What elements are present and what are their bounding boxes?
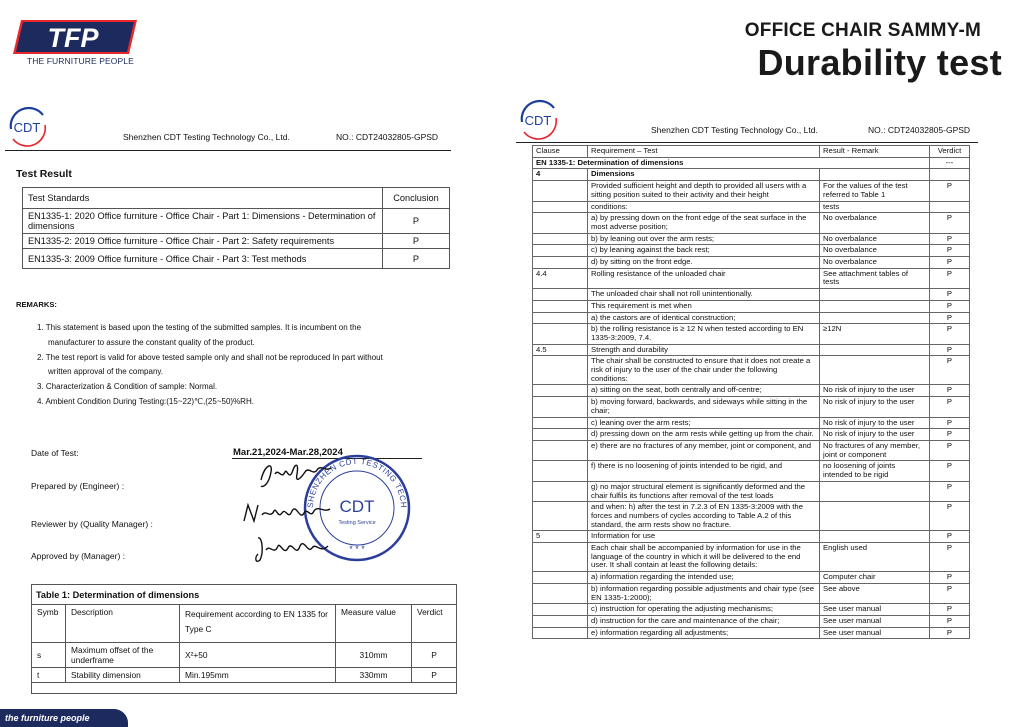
conclusion-cell: P [383, 249, 450, 269]
requirement-cell: a) by pressing down on the front edge of the seat surface in the most adverse position; [588, 213, 820, 233]
requirement-cell: c) instruction for operating the adjusting mechanisms; [588, 604, 820, 616]
company-name-left: Shenzhen CDT Testing Technology Co., Ltd. [123, 132, 290, 142]
requirement-cell: d) by sitting on the front edge. [588, 257, 820, 269]
clause-cell [533, 385, 588, 397]
result-header: Result - Remark [820, 146, 930, 158]
header-rule-right [516, 142, 978, 143]
date-value: Mar.21,2024-Mar.28,2024 [233, 447, 343, 458]
requirement-cell: The chair shall be constructed to ensure that it does not create a risk of injury to the user of the chair under the following conditions: [588, 356, 820, 385]
table-row [533, 324, 970, 344]
result-cell [820, 344, 930, 356]
result-cell [820, 312, 930, 324]
table-row [533, 169, 970, 181]
table-row [533, 502, 970, 531]
table-row [533, 627, 970, 639]
result-cell: Computer chair [820, 572, 930, 584]
section-cell: EN 1335-1: Determination of dimensions [533, 157, 930, 169]
table-row [533, 181, 970, 201]
verdict-cell: P [930, 356, 970, 385]
verdict-cell: P [930, 385, 970, 397]
requirement-cell: conditions: [588, 201, 820, 213]
result-cell: No risk of injury to the user [820, 429, 930, 441]
clause-cell: 4.5 [533, 344, 588, 356]
clause-cell [533, 181, 588, 201]
result-cell: See user manual [820, 604, 930, 616]
requirement-cell: e) there are no fractures of any member, joint or component, and [588, 440, 820, 460]
result-cell [820, 289, 930, 301]
clause-cell [533, 397, 588, 417]
verdict-cell: P [930, 604, 970, 616]
measure-cell: 330mm [336, 668, 412, 683]
requirement-cell: Dimensions [588, 169, 820, 181]
clause-cell: 4.4 [533, 268, 588, 288]
result-cell [820, 169, 930, 181]
clause-cell [533, 572, 588, 584]
requirement-cell: The unloaded chair shall not roll unintentionally. [588, 289, 820, 301]
prepared-label: Prepared by (Engineer) : [31, 481, 125, 491]
remark-line: 2. The test report is valid for above tested sample only and shall not be reproduced In part without [37, 352, 383, 362]
conclusion-header: Conclusion [383, 188, 450, 209]
tfp-logo-text: TFP [47, 23, 99, 53]
result-cell: No risk of injury to the user [820, 385, 930, 397]
clause-cell [533, 502, 588, 531]
verdict-cell [930, 169, 970, 181]
clause-cell [533, 615, 588, 627]
result-cell: No risk of injury to the user [820, 397, 930, 417]
verdict-header: Verdict [930, 146, 970, 158]
table-row [533, 429, 970, 441]
requirement-cell: d) pressing down on the arm rests while getting up from the chair. [588, 429, 820, 441]
requirement-cell: b) by leaning out over the arm rests; [588, 233, 820, 245]
table-row [533, 531, 970, 543]
symb-header: Symb [32, 605, 66, 643]
clause-cell [533, 583, 588, 603]
verdict-cell: P [930, 481, 970, 501]
verdict-cell: P [930, 461, 970, 481]
verdict-cell: P [930, 572, 970, 584]
verdict-cell: P [930, 417, 970, 429]
table-row [533, 157, 970, 169]
table-row [533, 289, 970, 301]
header-rule-left [5, 150, 451, 151]
remark-line: written approval of the company. [48, 367, 164, 377]
verdict-cell: P [930, 429, 970, 441]
requirement-cell: g) no major structural element is significantly deformed and the chair fulfils its functions after removal of the test loads [588, 481, 820, 501]
result-cell [820, 481, 930, 501]
verdict-cell: P [930, 627, 970, 639]
requirement-cell: This requirement is met when [588, 300, 820, 312]
clause-cell [533, 604, 588, 616]
clause-cell [533, 233, 588, 245]
clause-cell: 5 [533, 531, 588, 543]
requirement-cell: c) by leaning against the back rest; [588, 245, 820, 257]
table-row [533, 213, 970, 233]
clause-cell [533, 356, 588, 385]
table-row [533, 461, 970, 481]
result-cell: No fractures of any member, joint or component [820, 440, 930, 460]
requirement-cell: a) the castors are of identical construction; [588, 312, 820, 324]
svg-text:CDT: CDT [339, 497, 375, 516]
verdict-cell: P [930, 440, 970, 460]
remarks-list [37, 321, 437, 410]
result-cell: No overbalance [820, 233, 930, 245]
conclusion-cell: P [383, 234, 450, 249]
result-cell: No risk of injury to the user [820, 417, 930, 429]
requirement-cell: b) moving forward, backwards, and sideways while sitting in the chair; [588, 397, 820, 417]
remark-line: 1. This statement is based upon the testing of the submitted samples. It is incumbent on the [37, 323, 362, 332]
clause-header: Clause [533, 146, 588, 158]
requirement-cell: d) instruction for the care and maintenance of the chair; [588, 615, 820, 627]
conclusion-cell: P [383, 209, 450, 234]
table-row [533, 257, 970, 269]
result-cell: tests [820, 201, 930, 213]
clause-cell [533, 289, 588, 301]
engineer-signature [255, 458, 340, 492]
requirement-cell: b) the rolling resistance is ≥ 12 N when tested according to EN 1335-3:2009, 7.4. [588, 324, 820, 344]
table-row [23, 234, 450, 249]
table-row [533, 417, 970, 429]
result-cell: English used [820, 543, 930, 572]
table-row [533, 615, 970, 627]
symb-cell: s [32, 643, 66, 668]
verdict-cell [930, 201, 970, 213]
verdict-cell: P [930, 312, 970, 324]
date-label: Date of Test: [31, 448, 79, 458]
description-cell: Stability dimension [66, 668, 180, 683]
table-row [533, 268, 970, 288]
table-row [533, 300, 970, 312]
clause-cell [533, 324, 588, 344]
svg-text:SHENZHEN CDT TESTING TECHNOLOG: SHENZHEN CDT TESTING TECH [305, 456, 409, 509]
verdict-cell: P [930, 397, 970, 417]
requirement-header: Requirement according to EN 1335 for Type C [180, 605, 336, 643]
requirement-cell: Provided sufficient height and depth to provided all users with a sitting position suited to their activity and their height [588, 181, 820, 201]
clause-cell [533, 300, 588, 312]
requirements-table [532, 145, 970, 639]
result-cell: No overbalance [820, 257, 930, 269]
quality-manager-signature [240, 497, 335, 529]
remark-line: 4. Ambient Condition During Testing:(15~22)℃,(25~50)%RH. [37, 396, 254, 406]
logo-tagline: THE FURNITURE PEOPLE [27, 56, 134, 66]
result-cell: No overbalance [820, 213, 930, 233]
report-number-left: NO.: CDT24032805-GPSD [336, 132, 439, 142]
requirement-cell: c) leaning over the arm rests; [588, 417, 820, 429]
requirements-header-row [533, 146, 970, 158]
requirement-cell: X²+50 [180, 643, 336, 668]
standard-cell: EN1335-2: 2019 Office furniture - Office Chair - Part 2: Safety requirements [23, 234, 383, 249]
page-subtitle: OFFICE CHAIR SAMMY-M [744, 20, 981, 41]
requirement-cell: f) there is no loosening of joints intended to be rigid, and [588, 461, 820, 481]
clause-cell [533, 201, 588, 213]
svg-text:CDT: CDT [13, 120, 41, 135]
verdict-cell: P [930, 531, 970, 543]
requirement-cell: e) information regarding all adjustments; [588, 627, 820, 639]
verdict-cell: P [930, 502, 970, 531]
clause-cell [533, 429, 588, 441]
result-cell: See user manual [820, 615, 930, 627]
requirement-header: Requirement – Test [588, 146, 820, 158]
result-cell [820, 300, 930, 312]
table-row [533, 233, 970, 245]
verdict-cell: P [930, 268, 970, 288]
tfp-logo-graphic [13, 19, 137, 55]
result-cell [820, 531, 930, 543]
clause-cell [533, 627, 588, 639]
requirement-cell: Strength and durability [588, 344, 820, 356]
requirement-cell: a) sitting on the seat, both centrally and off-centre; [588, 385, 820, 397]
result-cell: No overbalance [820, 245, 930, 257]
svg-text:CDT: CDT [524, 113, 552, 128]
svg-text:Testing Service: Testing Service [338, 520, 376, 526]
table-row [533, 604, 970, 616]
verdict-cell: P [412, 668, 457, 683]
table-row [533, 312, 970, 324]
table-row [23, 209, 450, 234]
verdict-cell: P [930, 245, 970, 257]
remark-line: 3. Characterization & Condition of sample: Normal. [37, 382, 218, 392]
clause-cell [533, 312, 588, 324]
footer-text: the furniture people [5, 713, 90, 723]
clause-cell [533, 543, 588, 572]
measure-cell: 310mm [336, 643, 412, 668]
result-cell: For the values of the test referred to Table 1 [820, 181, 930, 201]
approved-label: Approved by (Manager) : [31, 551, 126, 561]
result-cell [820, 502, 930, 531]
cdt-logo-left [5, 105, 53, 149]
table1-title: Table 1: Determination of dimensions [36, 590, 200, 600]
table-row [32, 668, 457, 683]
verdict-cell: P [930, 213, 970, 233]
description-cell: Maximum offset of the underframe [66, 643, 180, 668]
standards-table [22, 187, 450, 269]
result-cell [820, 356, 930, 385]
manager-signature [250, 532, 335, 566]
standard-cell: EN1335-3: 2009 Office furniture - Office Chair - Part 3: Test methods [23, 249, 383, 269]
clause-cell: 4 [533, 169, 588, 181]
result-cell: See attachment tables of tests [820, 268, 930, 288]
remark-line: manufacturer to assure the constant quality of the product. [48, 337, 255, 347]
svg-text:* * *: * * * [349, 544, 365, 554]
verdict-cell: P [930, 583, 970, 603]
table-row [533, 583, 970, 603]
requirement-cell: a) information regarding the intended use; [588, 572, 820, 584]
verdict-cell: P [412, 643, 457, 668]
verdict-cell: P [930, 324, 970, 344]
requirement-cell: and when: h) after the test in 7.2.3 of EN 1335-3:2009 with the forces and numbers of cycles according to Table A.2 of this standard, the arm rests show no fracture. [588, 502, 820, 531]
standards-header: Test Standards [23, 188, 383, 209]
table-row [32, 643, 457, 668]
verdict-cell: P [930, 289, 970, 301]
table-row [533, 572, 970, 584]
verdict-cell: P [930, 181, 970, 201]
table-row [533, 201, 970, 213]
table-row [533, 481, 970, 501]
table-row [533, 440, 970, 460]
table-row [533, 245, 970, 257]
description-header: Description [66, 605, 180, 643]
result-cell: no loosening of joints intended to be rigid [820, 461, 930, 481]
table-row [533, 397, 970, 417]
verdict-cell: P [930, 233, 970, 245]
requirement-cell: Information for use [588, 531, 820, 543]
verdict-cell: P [930, 257, 970, 269]
remarks-heading: REMARKS: [16, 300, 57, 309]
result-cell: ≥12N [820, 324, 930, 344]
verdict-cell: P [930, 344, 970, 356]
table-row [533, 385, 970, 397]
table-row [23, 249, 450, 269]
verdict-cell: P [930, 543, 970, 572]
verdict-cell: P [930, 615, 970, 627]
table-row [533, 344, 970, 356]
clause-cell [533, 440, 588, 460]
verdict-cell: P [930, 300, 970, 312]
clause-cell [533, 257, 588, 269]
requirement-cell: Min.195mm [180, 668, 336, 683]
requirement-cell: Rolling resistance of the unloaded chair [588, 268, 820, 288]
verdict-cell: --- [930, 157, 970, 169]
clause-cell [533, 213, 588, 233]
reviewer-label: Reviewer by (Quality Manager) : [31, 519, 153, 529]
table-row [533, 543, 970, 572]
company-name-right: Shenzhen CDT Testing Technology Co., Ltd. [651, 125, 818, 135]
verdict-header: Verdict [412, 605, 457, 643]
clause-cell [533, 245, 588, 257]
tfp-logo [13, 19, 137, 55]
clause-cell [533, 461, 588, 481]
table-row [533, 356, 970, 385]
result-cell: See above [820, 583, 930, 603]
symb-cell: t [32, 668, 66, 683]
requirement-cell: Each chair shall be accompanied by information for use in the language of the country in which it will be delivered to the end user. It shall contain at least the following details: [588, 543, 820, 572]
test-result-heading: Test Result [16, 168, 72, 180]
page-title: Durability test [757, 42, 1002, 83]
measure-header: Measure value [336, 605, 412, 643]
standard-cell: EN1335-1: 2020 Office furniture - Office Chair - Part 1: Dimensions - Determination of dimensions [23, 209, 383, 234]
clause-cell [533, 481, 588, 501]
result-cell: See user manual [820, 627, 930, 639]
dimensions-table [31, 604, 457, 683]
cdt-logo-right [516, 98, 564, 142]
clause-cell [533, 417, 588, 429]
report-number-right: NO.: CDT24032805-GPSD [868, 125, 971, 135]
requirement-cell: b) information regarding possible adjustments and chair type (see EN 1335-1:2000); [588, 583, 820, 603]
